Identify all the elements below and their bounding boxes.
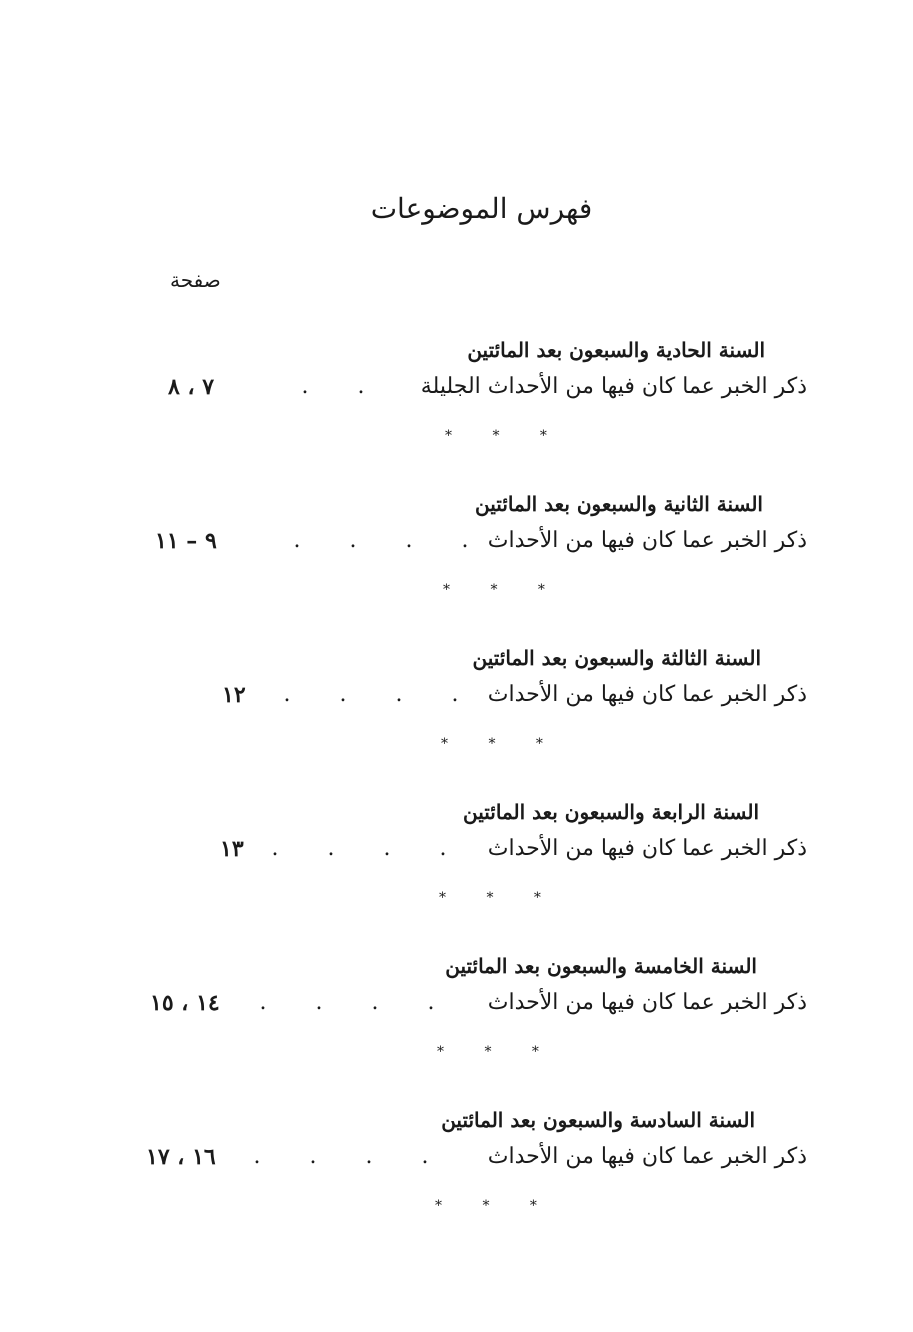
leader-dots: . . . . xyxy=(271,836,447,861)
entry-page-numbers: ١٢ xyxy=(222,682,246,708)
leader-dots: . . . . xyxy=(293,528,469,553)
leader-dots: . . . . xyxy=(283,682,459,707)
entry-text: ذكر الخبر عما كان فيها من الأحداث xyxy=(487,1144,807,1169)
toc-entry xyxy=(168,374,807,406)
section-heading: السنة السادسة والسبعون بعد المائتين xyxy=(441,1108,755,1132)
entry-text: ذكر الخبر عما كان فيها من الأحداث xyxy=(487,990,807,1015)
toc-entry xyxy=(150,990,807,1022)
entry-page-numbers: ١٣ xyxy=(220,836,244,862)
toc-entry xyxy=(155,528,807,560)
toc-section xyxy=(0,954,913,1084)
toc-entry xyxy=(146,1144,807,1176)
toc-section xyxy=(0,646,913,776)
toc-section xyxy=(0,338,913,468)
section-heading: السنة الخامسة والسبعون بعد المائتين xyxy=(445,954,757,978)
section-separator: * * * xyxy=(445,428,565,444)
leader-dots: . . . . xyxy=(259,990,435,1015)
toc-section xyxy=(0,492,913,622)
section-separator: * * * xyxy=(437,1044,557,1060)
entry-page-numbers: ١٤ ، ١٥ xyxy=(150,990,220,1016)
section-separator: * * * xyxy=(441,736,561,752)
leader-dots: . . . . xyxy=(253,1144,429,1169)
toc-entry xyxy=(220,836,807,868)
toc-section xyxy=(0,800,913,930)
section-separator: * * * xyxy=(443,582,563,598)
entry-page-numbers: ٧ ، ٨ xyxy=(168,374,215,400)
toc-entry xyxy=(222,682,807,714)
entry-text: ذكر الخبر عما كان فيها من الأحداث xyxy=(487,528,807,553)
section-heading: السنة الثالثة والسبعون بعد المائتين xyxy=(472,646,761,670)
section-heading: السنة الرابعة والسبعون بعد المائتين xyxy=(462,800,759,824)
toc-section xyxy=(0,1108,913,1238)
section-heading: السنة الثانية والسبعون بعد المائتين xyxy=(475,492,763,516)
entry-page-numbers: ٩ – ١١ xyxy=(155,528,217,554)
page-title: فهرس الموضوعات xyxy=(370,192,593,225)
entry-text: ذكر الخبر عما كان فيها من الأحداث xyxy=(487,682,807,707)
section-separator: * * * xyxy=(435,1198,555,1214)
entry-text: ذكر الخبر عما كان فيها من الأحداث الجليلة xyxy=(420,374,807,399)
section-separator: * * * xyxy=(439,890,559,906)
entry-page-numbers: ١٦ ، ١٧ xyxy=(146,1144,216,1170)
page-column-label: صفحة xyxy=(170,268,221,292)
leader-dots: . . xyxy=(301,374,365,399)
entry-text: ذكر الخبر عما كان فيها من الأحداث xyxy=(487,836,807,861)
section-heading: السنة الحادية والسبعون بعد المائتين xyxy=(467,338,765,362)
